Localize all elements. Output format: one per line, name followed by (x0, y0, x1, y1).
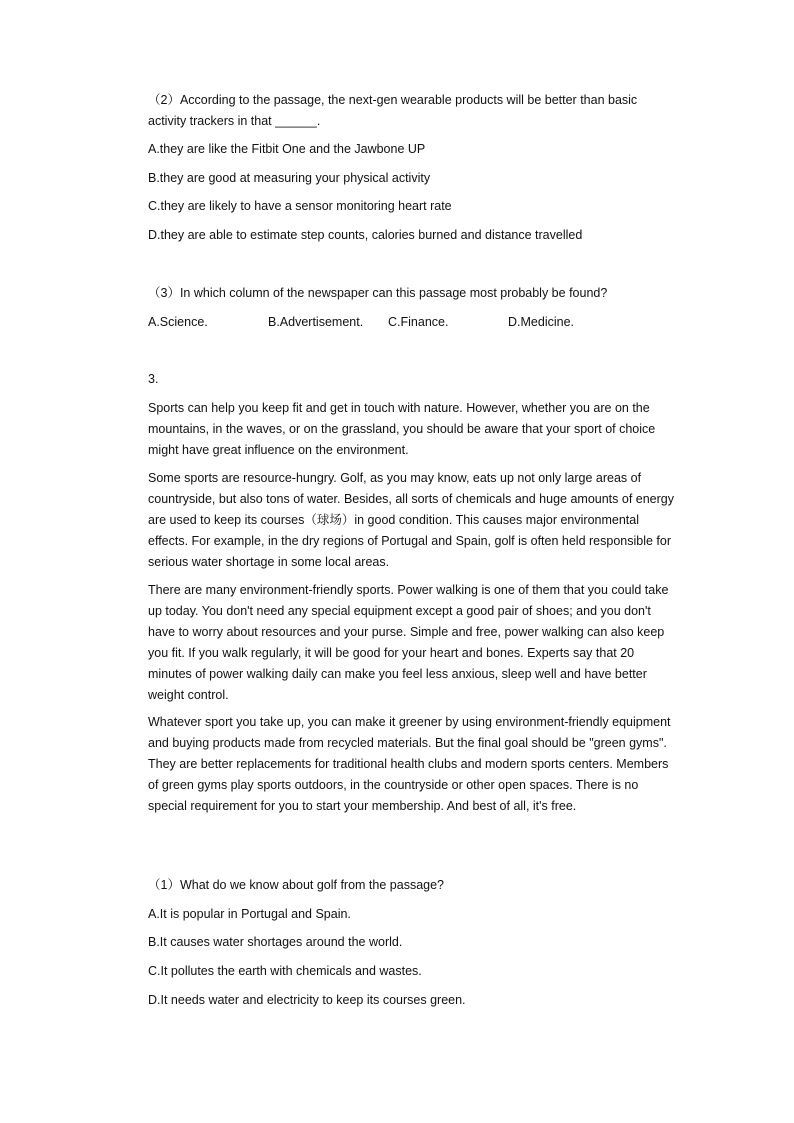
question-1-option-a: A.It is popular in Portugal and Spain. (148, 907, 351, 921)
passage-paragraph-3: There are many environment-friendly sports. Power walking is one of them that you could take up today. You don't need any special equipment except a good pair of shoes; and you don't have to worry about resources and your purse. Simple and free, power walking can also keep you fit. If you walk regularly, it will be good for your heart and bones. Experts say that 20 minutes of power walking daily can make you feel less anxious, sleep well and have better weight control. (148, 583, 669, 702)
question-3-option-a: A.Science. (148, 315, 208, 329)
question-2-option-d: D.they are able to estimate step counts, calories burned and distance travelled (148, 228, 583, 242)
question-2-option-b: B.they are good at measuring your physical activity (148, 171, 431, 185)
passage-number: 3. (148, 372, 159, 386)
question-3-option-c: C.Finance. (388, 315, 449, 329)
passage-paragraph-1: Sports can help you keep fit and get in touch with nature. However, whether you are on the mountains, in the waves, or on the grassland, you should be aware that your sport of choice might have great influence on the environment. (148, 401, 656, 457)
passage-paragraph-4: Whatever sport you take up, you can make it greener by using environment-friendly equipment and buying products made from recycled materials. But the final goal should be "green gyms". They are better replacements for traditional health clubs and modern sports centers. Members of green gyms play sports outdoors, in the countryside or other open spaces. There is no special requirement for you to start your membership. And best of all, it's free. (148, 715, 671, 813)
question-2-option-c: C.they are likely to have a sensor monitoring heart rate (148, 199, 452, 213)
passage-paragraph-2: Some sports are resource-hungry. Golf, as you may know, eats up not only large areas of countryside, but also tons of water. Besides, all sorts of chemicals and huge amounts of energy are used to keep its courses（球场）in good condition. This causes major environmental effects. For example, in the dry regions of Portugal and Spain, golf is often held responsible for serious water shortage in some local areas. (148, 471, 674, 569)
question-2-option-a: A.they are like the Fitbit One and the Jawbone UP (148, 142, 426, 156)
question-1-stem: （1）What do we know about golf from the passage? (148, 878, 444, 892)
question-3-option-b: B.Advertisement. (268, 315, 364, 329)
question-1-option-d: D.It needs water and electricity to keep its courses green. (148, 993, 466, 1007)
question-2-stem-line-1: （2）According to the passage, the next-gen wearable products will be better than basic (148, 93, 638, 107)
question-1-option-c: C.It pollutes the earth with chemicals and wastes. (148, 964, 422, 978)
question-3-stem: （3）In which column of the newspaper can this passage most probably be found? (148, 286, 608, 300)
question-1-option-b: B.It causes water shortages around the world. (148, 935, 403, 949)
question-3-option-d: D.Medicine. (508, 315, 574, 329)
question-2-stem-line-2: activity trackers in that ______. (148, 114, 321, 128)
